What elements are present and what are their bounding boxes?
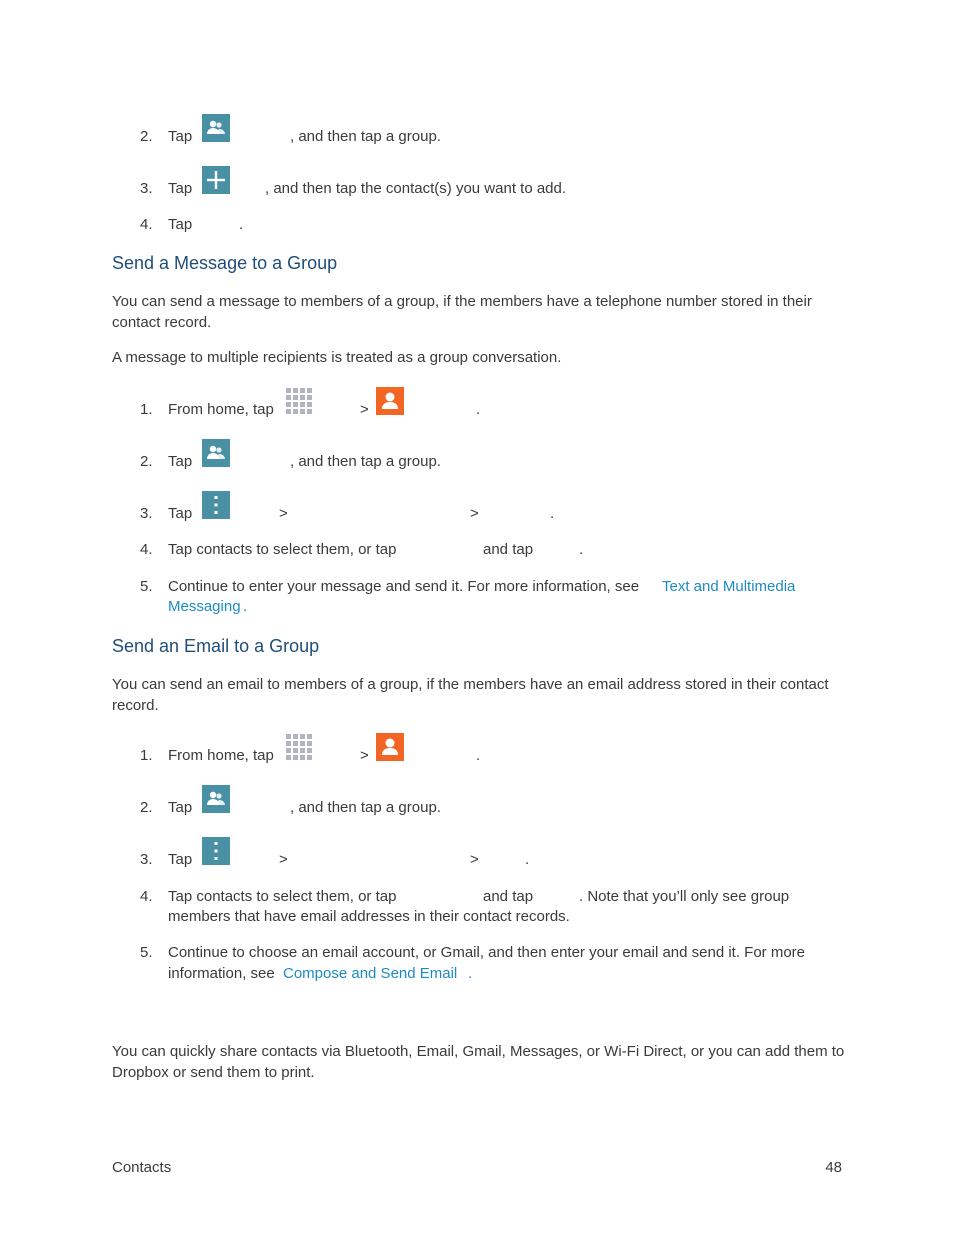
groups-icon xyxy=(202,114,230,142)
add-icon xyxy=(202,166,230,194)
text-multimedia-messaging-link[interactable]: Text and Multimedia xyxy=(662,578,796,595)
step-text: , and then tap a group. xyxy=(290,799,441,816)
separator: > xyxy=(360,747,369,764)
separator: > xyxy=(279,851,288,868)
step-number: 2. xyxy=(140,799,153,816)
footer-section-name: Contacts xyxy=(112,1159,172,1176)
separator: > xyxy=(279,505,288,522)
step-text: . xyxy=(550,505,555,522)
contacts-app-icon xyxy=(376,733,404,761)
step-number: 1. xyxy=(140,401,153,418)
step-text: Tap xyxy=(168,799,193,816)
more-options-icon xyxy=(202,837,230,865)
step-number: 3. xyxy=(140,180,153,197)
step-text: . xyxy=(525,851,530,868)
step-number: 4. xyxy=(140,888,153,905)
step-text: Tap contacts to select them, or tap xyxy=(168,541,397,558)
step-text: and tap xyxy=(483,888,534,905)
step-number: 2. xyxy=(140,128,153,145)
compose-send-email-link[interactable]: Compose and Send Email xyxy=(283,965,458,982)
step-number: 4. xyxy=(140,216,153,233)
paragraph: You can send a message to members of a group, if the members have a telephone number stored in their contact record. xyxy=(112,293,812,331)
apps-grid-icon xyxy=(285,733,313,761)
paragraph: You can quickly share contacts via Bluetooth, Email, Gmail, Messages, or Wi-Fi Direct, or you can add them to Dropbox or send them to print. xyxy=(112,1043,845,1081)
step-number: 2. xyxy=(140,453,153,470)
step-text: Tap xyxy=(168,180,193,197)
step-number: 3. xyxy=(140,505,153,522)
separator: > xyxy=(470,851,479,868)
step-text: Tap xyxy=(168,128,193,145)
step-text: Tap xyxy=(168,851,193,868)
step-text: . xyxy=(468,965,473,982)
separator: > xyxy=(360,401,369,418)
step-text: Tap contacts to select them, or tap xyxy=(168,888,397,905)
step-number: 5. xyxy=(140,578,153,595)
step-text: information, see xyxy=(168,965,275,982)
step-text: Tap xyxy=(168,505,193,522)
contacts-app-icon xyxy=(376,387,404,415)
section-heading-email: Send an Email to a Group xyxy=(112,636,320,656)
step-text: and tap xyxy=(483,541,534,558)
paragraph: A message to multiple recipients is treated as a group conversation. xyxy=(112,349,562,366)
step-text: members that have email addresses in their contact records. xyxy=(168,908,570,925)
step-text: . xyxy=(476,747,481,764)
step-text: Tap xyxy=(168,453,193,470)
step-text: . xyxy=(239,216,244,233)
section-heading-message: Send a Message to a Group xyxy=(112,253,338,273)
separator: > xyxy=(470,505,479,522)
page-number: 48 xyxy=(825,1159,842,1176)
step-number: 4. xyxy=(140,541,153,558)
step-text: . xyxy=(243,598,248,615)
groups-icon xyxy=(202,439,230,467)
step-text: Continue to choose an email account, or Gmail, and then enter your email and send it. For more xyxy=(168,944,806,961)
step-text: . Note that you’ll only see group xyxy=(579,888,790,905)
text-multimedia-messaging-link[interactable]: Messaging xyxy=(168,598,241,615)
step-text: . xyxy=(476,401,481,418)
groups-icon xyxy=(202,785,230,813)
step-text: , and then tap a group. xyxy=(290,128,441,145)
step-text: , and then tap the contact(s) you want to add. xyxy=(265,180,567,197)
paragraph: You can send an email to members of a group, if the members have an email address stored in their contact record. xyxy=(112,676,829,714)
step-text: Tap xyxy=(168,216,193,233)
step-number: 3. xyxy=(140,851,153,868)
more-options-icon xyxy=(202,491,230,519)
step-text: . xyxy=(579,541,584,558)
step-text: From home, tap xyxy=(168,401,274,418)
apps-grid-icon xyxy=(285,387,313,415)
step-number: 1. xyxy=(140,747,153,764)
step-text: , and then tap a group. xyxy=(290,453,441,470)
step-text: From home, tap xyxy=(168,747,274,764)
step-text: Continue to enter your message and send it. For more information, see xyxy=(168,578,640,595)
step-number: 5. xyxy=(140,944,153,961)
